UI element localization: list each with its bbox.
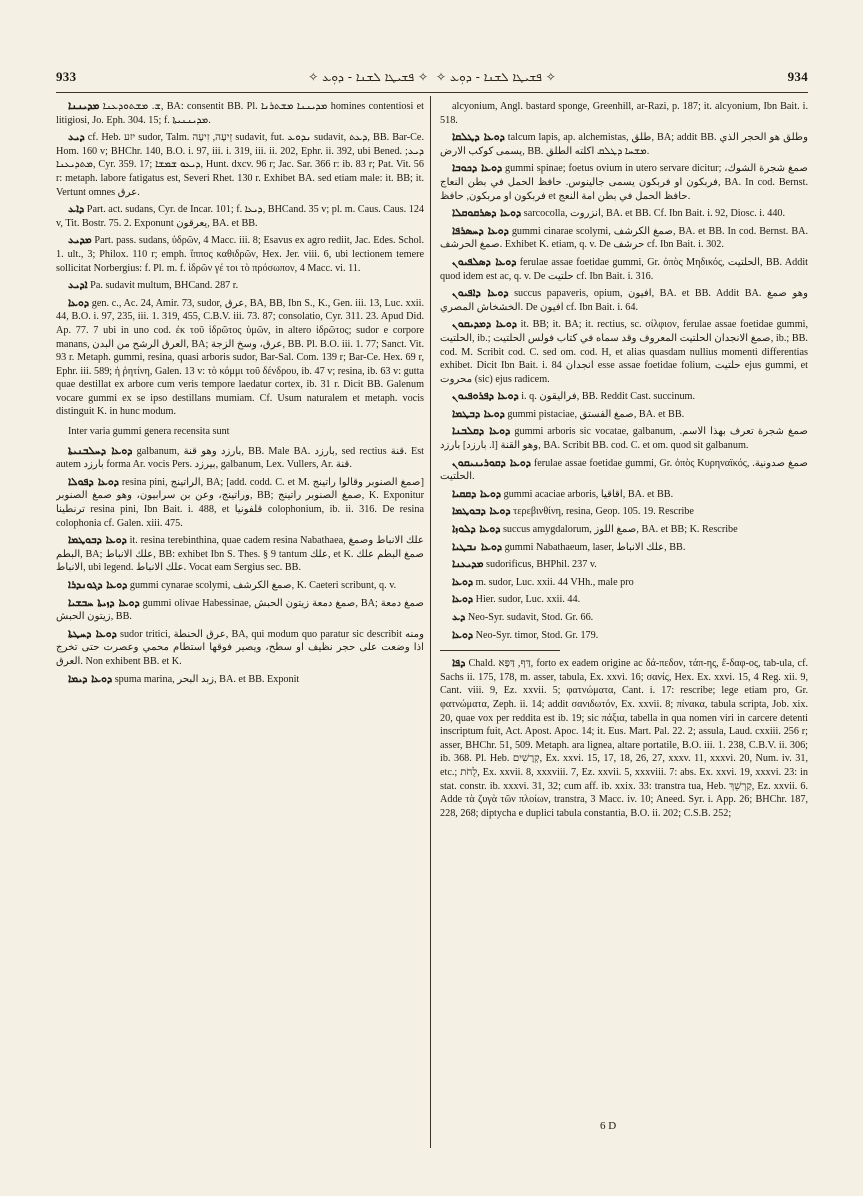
entry-text: Part. act. sudans, Cyr. de Incar. 101; f. ܕܝܥܐ, BHCand. 35 v; pl. m. Caus. Caus. 124 v, Tit. Bostr. 75. 2. Exponunt يعرقون, BA. et BB. <box>56 204 424 229</box>
entry-lemma: ܡܕܝܥ <box>68 234 92 247</box>
dictionary-entry <box>56 234 424 275</box>
entry-text: Part. pass. sudans, ὑδρῶν, 4 Macc. iii. 8; Esavus ex agro rediit, Jac. Edes. Schol. 1. ult., 3; Philox. 110 r; emph. ἵππος καθιδρῶν, Hex. Jer. viii. 6, ubi lectionem temere sollicitat Norbergius: f. Pl. m. f. ἱδρῶν γέ τοι τὸ πρόσωπον, 4 Macc. vi. 11. <box>56 235 424 274</box>
entry-lemma: ܕܘܥܐ ܕܝܡܐ <box>68 672 113 685</box>
dictionary-entry <box>56 534 424 575</box>
dictionary-entry <box>440 629 808 643</box>
entry-text: alcyonium, Angl. bastard sponge, Greenhill, ar-Razi, p. 187; it. alcyonium, Ibn Bait. i. 518. <box>440 101 808 126</box>
column-divider <box>430 96 431 1148</box>
entry-text: gummi cinarae scolymi, صمغ الكرشف, BA. et BB. In cod. Bernst. BA. صمغ الحرشف. Exhibet K. etiam, q. v. De حرشف cf. Ibn Bait. i. 302. <box>440 225 808 251</box>
dictionary-entry <box>56 597 424 624</box>
dictionary-entry <box>56 579 424 593</box>
entry-text: gummi arboris sic vocatae, galbanum, صمغ شجرة تعرف بهذا الاسم. بارزد [بارزد .l] وهو القنة, BA. Scribit BB. cod. C. et om. quod sit galbanum. <box>440 426 808 452</box>
running-head-left <box>56 66 428 88</box>
dictionary-entry <box>440 408 808 422</box>
signature-mark: 6 D <box>600 1120 617 1132</box>
dictionary-entry <box>440 131 808 158</box>
entry-lemma: ܕܘܥܐ ܕܚܠܒܢܝܬܐ <box>68 444 133 457</box>
entry-text: spuma marina, زبد البحر, BA. et BB. Exponit <box>114 673 300 685</box>
entry-lemma: ܕܘܥܐ <box>452 575 474 588</box>
entry-lemma: ܕܦܐ <box>452 657 466 670</box>
entry-lemma: ܕܘܥܐ ܕܒܘܛܡܐ <box>452 505 511 518</box>
entry-text: Neo-Syr. sudavit, Stod. Gr. 66. <box>467 612 594 623</box>
entry-text: sudor tritici, عرق الحنطة, BA, qui modum quo paratur sic describit ومنه اذا وضعت على حجر نظيف او سطح، ويصير فوقها استطام محمي وعصرت حتى تخرج العرق. Non exhibent BB. et K. <box>56 628 424 667</box>
entry-text: succus amygdalorum, صمغ اللوز, BA. et BB; K. Rescribe <box>502 524 738 536</box>
entry-lemma: ܕܐܥ <box>68 203 85 216</box>
entry-lemma: ܕܘܥܐ ܕܓܘܢܕܪܐ <box>68 579 128 591</box>
entry-lemma: ܕܘܥܐ ܕܡܕܝܩܘܢ <box>452 318 517 331</box>
entry-text: gummi spinae; foetus ovium in utero servare dicitur; صمغ شجرة الشوك، فربكون او فربكون يسمى جالينوس. حافظ الحمل في بطن النعاج, BA. In cod. Bernst. فربكون او مربكون, حافظ et حافظ الحمل في بطن امة النعج. <box>440 163 808 202</box>
entry-lemma: ܕܘܥܐ ܕܩܩܝܐ <box>452 487 502 500</box>
entry-text: it. BB; it. BA; it. rectius, sc. σίλφιον, ferulae assae foetidae gummi, الحلتيت, ib.; صمغ الانجدان الحلتيت المعروف وقد سماه في كتاب فولس الحلتيت, ib.; BB. cod. M. Scribit cod. C. sed om. cod. H, et alias quasdam nullius momenti differentias exhibet. Dicit Ibn Bait. i. 84 انجدان esse assae foetidae folium, حلتيت ejus gummi, et محروت (sic) ejus radicem. <box>440 319 808 385</box>
entry-lemma: ܕܘܥܐ ܕܛܠܩܐ <box>452 131 505 144</box>
entry-text: gummi pistaciae, صمغ الفستق, BA. et BB. <box>507 408 685 420</box>
entry-text: Chald. דַּף, דַּפָּא, forto ex eadem origine ac δά-πεδον, τάπ-ης, ἔ-δαφ-ος, tab-ula, cf. Sachs ii. 175, 178, m. asser, tabula, Ex. xxvi. 16; σανίς, Hex. Ex. xxvi. 15, 4 Reg. xii. 9, Cant. viii. 9, Ez. xxvii. 5; φατνώματα, Cant. i. 17: rescribe; lege etiam pro, Gr. φατνώματα, Zeph. ii. 14; addit σανιδωτόν, Ex. xxvii. 8; πίνακα, tabula scripta, Job. xix. 20, quae vox per reddita est ib. 19; sic πάξια, tabella in qua nomen viri in carcere detenti inscriptum fuit, Act. Apost. Apoc. 14; it. Eus. Mart. Pal. 22. 2; assula, Laud. cxxiii. 256 r; asser, BHChr. 51, 509. Metaph. ara lignea, altare portatile, B.O. iii. 1. 238, C.B.V. ii. 306; ib. 368. Pl. Heb. קְרָשִׁים, Ex. xxvi. 15, 17, 18, 26, 27, xxxv. 11, xxxvi. 20, Num. iv. 31, etc.; לֻחֹת, Ex. xxvii. 8, xxxviii. 7, Ez. xxvii. 5, xxxviii. 7: abs. Ex. xxvi. 19, xxxvi. 23: in stat. constr. ib. xxxvi. 31, 32; cum aff. ib. xxix. 33: transtra tua, Heb. קַרְשֵׁךְ, Ez. xxvii. 6. Adde τὰ ζυγὰ τῶν πλοίων, transtra, 3 Macc. iv. 10; Aneed. Syr. i. App. 26; BHChr. 187, 228, 268; diptycha e duplici tabula constantia, B.O. ii. 202; C.S.B. 252; <box>440 658 808 819</box>
entry-lemma: ܕܘܥܐ ܕܣܪܩܘܩܠܐ <box>452 207 522 220</box>
entry-lemma: ܕܘܥܐ ܕܐܦܝܘܢ <box>452 287 509 300</box>
entry-text: galbanum, بارزد وهو قنة, BB. Male BA. بارزد, sed rectius قنة. Est autem بارزد forma Ar. vocis Pers. بيرزد, galbanum, Lex. Vullers, Ar. قنة. <box>56 445 424 471</box>
entry-text: Pa. sudavit multum, BHCand. 287 r. <box>90 280 239 292</box>
footnote-rule <box>440 650 560 651</box>
dictionary-entry <box>440 256 808 283</box>
left-running-title: ✧ ܦܫܝܛܐ ܠܫܢܐ - ܕܘܼܥ ✧ <box>308 69 428 84</box>
entry-text: it. resina terebinthina, quae cadem resina Nabathaea, علك الانباط وصمغ البطم, BA; علك الانباط, BB: exhibet Ibn S. Thes. § 9 tantum علك, et K. صمغ البطم علك الانباط, ubi legend. علك الانباط. Vocat eam Sergius sec. BB. <box>56 535 424 574</box>
dictionary-entry <box>440 318 808 386</box>
dictionary-entry <box>440 225 808 252</box>
entry-text: ferulae assae foetidae gummi, Gr. ὀπὸς Μηδικός, الحلتيت, BB. Addit quod idem est ac, q. v. De حلتيت cf. Ibn Bait. i. 316. <box>440 256 808 282</box>
entry-text: gummi Nabathaeum, laser, علك الانباط, BB. <box>504 541 686 553</box>
entry-lemma: ܕܘܥܐ ܕܦܘܠܐ <box>68 475 119 488</box>
dictionary-entry <box>440 558 808 572</box>
entry-text: gummi acaciae arboris, اقاقيا, BA. et BB. <box>503 488 674 500</box>
dictionary-entry <box>56 203 424 230</box>
entry-lemma: ܕܘܥܐ ܕܦܪܘܦܝܘܢ <box>452 390 519 403</box>
entry-lemma: ܕܘܥܐ ܕܣܠܦܝܘܢ <box>452 255 517 268</box>
dictionary-entry <box>440 657 808 820</box>
dictionary-entry <box>440 488 808 502</box>
entry-text: gummi cynarae scolymi, صمغ الكرشف, K. Caeteri scribunt, q. v. <box>129 580 397 591</box>
dictionary-entry <box>440 425 808 452</box>
entry-lemma: ܕܘܥܐ ܕܚܣܪܦܐ <box>452 224 509 237</box>
running-head-right <box>436 66 808 88</box>
entry-text: ferulae assae foetidae gummi, Gr. ὀπὸς Κυρηναϊκός, صمغ صدونية. الحلتيت. <box>440 457 808 483</box>
entry-lemma: ܡܕܝܢܢܐ <box>68 100 100 112</box>
dictionary-entry <box>440 390 808 404</box>
dictionary-entry <box>56 297 424 419</box>
entry-text: succus papaveris, opium, افيون, BA. et BB. Addit BA. وهو صمغ الخشخاش المصري. De افيون cf. Ibn Bait. i. 64. <box>440 288 808 313</box>
entry-text: gummi olivae Habessinae, صمغ دمعة زيتون الحبش, BA; صمغ دمعة زيتون الحبش, BB. <box>56 597 424 623</box>
dictionary-entry <box>440 457 808 484</box>
entry-text: τερεβινθίνη, resina, Geop. 105. 19. Rescribe <box>513 506 694 518</box>
header-rule <box>56 92 808 93</box>
dictionary-entry <box>56 131 424 199</box>
entry-text: Neo-Syr. timor, Stod. Gr. 179. <box>475 629 599 641</box>
entry-lemma: ܕܘܥܐ ܕܒܛܡܐ <box>452 407 505 420</box>
entry-text: ܫ. ܡܫܬܘܕܥܢܐ, BA: consentit BB. Pl. ܡܕܝܢܢܐ ܡܫܬܪܢܐ homines contentiosi et litigiosi, Jo. Eph. 304. 15; f. ܡܕܝܢܢܝܬܐ. <box>56 101 424 126</box>
entry-lemma: ܕܘܥܐ ܕܒܘܛܡܐ <box>68 534 127 547</box>
entry-lemma: ܕܘܥܐ ܕܩܘܪܝܢܝܩܘܢ <box>452 456 531 469</box>
section-label <box>56 425 424 439</box>
entry-lemma: ܕܘܥܐ ܕܠܘܙܐ <box>452 523 501 536</box>
dictionary-entry <box>56 445 424 472</box>
entry-lemma: ܕܥ <box>452 611 466 623</box>
entry-lemma: ܕܘܥܐ ܕܚܛܬܐ <box>68 627 117 640</box>
entry-text: sarcocolla, انزروت, BA. et BB. Cf. Ibn Bait. i. 92, Diosc. i. 440. <box>523 208 786 220</box>
entry-lemma: ܕܘܥܐ ܕܟܘܒܐ <box>452 162 503 175</box>
left-column <box>56 100 424 1146</box>
entry-text: talcum lapis, ap. alchemistas, طلق, BA; addit BB. وطلق هو الحجر الذي يسمى كوكب الارض, BB. ܡܫܚܐ ܕܛܠܩ اكلته الطلق. <box>440 132 808 157</box>
entry-text: sudorificus, BHPhil. 237 v. <box>486 559 597 571</box>
entry-lemma: ܐܕܝܥ <box>68 279 88 292</box>
right-running-title: ✧ ܦܫܝܛܐ ܠܫܢܐ - ܕܘܼܥ ✧ <box>436 69 556 84</box>
entry-text: resina pini, الراتينج, BA; [add. codd. C. et M. صمغ الصنوبر وقالوا راتينج] وراتينج، وعن بن سرابيون، وهو صمغ الصنوبر, BB; صمغ الصنوبر راتينج, K. Exponitur ترنطينا resina pini, Ibn Bait. i. 488, et قلفونيا colophonium, ib. ii. 316. De resina colophonia cf. Galen. xiii. 475. <box>56 476 424 529</box>
dictionary-entry <box>56 628 424 669</box>
dictionary-entry <box>440 287 808 314</box>
entry-text: i. q. فراليقون, BB. Reddit Cast. succinum. <box>521 391 696 403</box>
dictionary-entry <box>56 100 424 127</box>
dictionary-entry <box>440 593 808 607</box>
dictionary-entry <box>56 279 424 293</box>
dictionary-entry <box>440 576 808 590</box>
dictionary-entry <box>440 100 808 127</box>
entry-text: m. sudor, Luc. xxii. 44 VHh., male pro <box>475 576 634 588</box>
entry-lemma: ܕܝܥ <box>68 131 85 144</box>
dictionary-entry <box>440 207 808 221</box>
left-page-number: 933 <box>56 69 77 84</box>
right-page-number: 934 <box>787 69 808 84</box>
entry-text: gen. c., Ac. 24, Amir. 73, sudor, عرق, BA, BB, Ibn S., K., Gen. iii. 13, Luc. xxii. 44, B.O. i. 97, 235, iii. 1. 319, 455, C.B.V. iii. 73. 87; consolatio, Cyr. 311. 23. Apud Did. Ap. 77. 7 ubi in uno cod. ἐκ τοῦ ἱδρῶτος ὑμῶν, in altero ἱδρῶτος; sudor e corpore manans, العرق الرشح من البدن, BA; عرق، وسخ الزجة, BB. Pl. B.O. iii. 1. 77; Sanct. Vit. 93 r. Metaph. gummi, resina, quasi arboris sudor, Bar-Sal. Com. 139 r; Bar-Ce. Hex. 69 r, Ephr. iii. 589; ἡ ῥητίνη, Galen. 13 v: τὸ κόμμι τοῦ δένδρου, ib. 47 v; resina, ib. 63 v: gutta quae destillat ex arbore cum veris tempore laedatur cortex, ib. 31 r. Dicit BB. Galenum vocare gummi ex se ipso destillans mumiam. Cf. Usum naturalem et metaph. vocis distinguit K. in hunc modum. <box>56 297 424 418</box>
entry-lemma: ܡܕܝܥܢܐ <box>452 558 484 571</box>
entry-lemma: ܕܘܥܐ ܕܩܠܒܢܐ <box>452 425 511 438</box>
dictionary-entry <box>440 505 808 519</box>
entry-lemma: ܕܘܥܐ ܕܙܝܬܐ ܚܒܫܝܐ <box>68 596 140 609</box>
dictionary-entry <box>56 673 424 687</box>
dictionary-entry <box>440 611 808 625</box>
dictionary-entry <box>56 476 424 530</box>
entry-lemma: ܕܘܥܐ ܢܒܛܝܐ <box>452 540 503 553</box>
entry-text: cf. Heb. יזע sudor, Talm. זֵיעָה, זִיעָה sudavit, fut. ܢܕܘܥ sudavit, ܕܥܬ, BB. Bar-Ce. Hom. 160 v; BHChr. 140, B.O. i. 97, iii. i. 319, iii. ii. 202, Ephr. ii. 392, ubi Bened. ܕܝܥ; ܡܬܕܝܥܢܐ, Cyr. 359. 17; ܕܝܥܘ ܫܡܫܐ, Hunt. dxcv. 96 r; Jac. Sar. 366 r: ib. 83 r; Pat. Vit. 56 r: metaph. labore fatigatus est, Severi Rhet. 130 r. Exhibet BA. sed etiam male: it. BB; it. Vertunt omnes عرق. <box>56 132 424 198</box>
entry-lemma: ܕܘܥܐ <box>68 296 90 309</box>
entry-text: Hier. sudor, Luc. xxii. 44. <box>475 594 581 606</box>
dictionary-entry <box>440 162 808 203</box>
dictionary-entry <box>440 541 808 555</box>
entry-lemma: ܕܘܥܐ <box>452 593 474 606</box>
entry-text: Inter varia gummi genera recensita sunt <box>68 426 230 438</box>
entry-lemma: ܕܘܥܐ <box>452 628 474 641</box>
right-column <box>440 100 808 1146</box>
dictionary-entry <box>440 523 808 537</box>
